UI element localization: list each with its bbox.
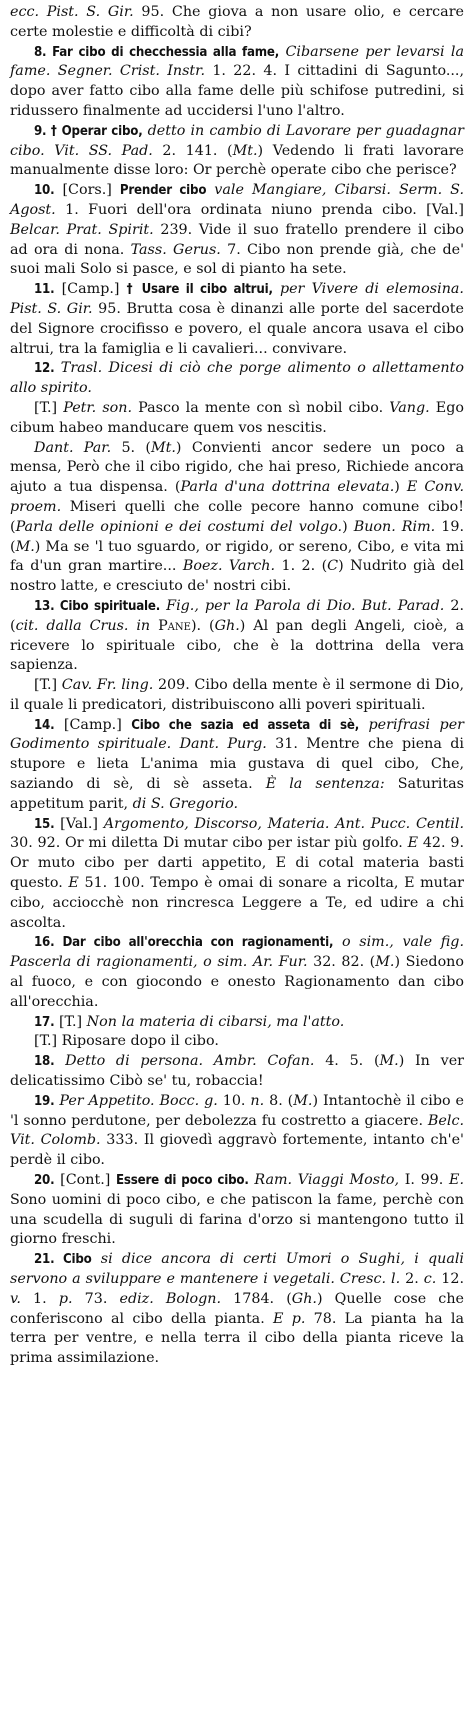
body-text: 7. Cibo non prende già, che de' suoi mali Solo si pasce, e sol di pianto ha sete. — [10, 241, 465, 278]
body-text: 73. — [72, 1290, 120, 1307]
italic-text: ecc. Pist. S. Gir. — [10, 4, 134, 20]
body-text: 5. ( — [111, 439, 151, 456]
italic-text: Argomento, Discorso, Materia. Ant. Pucc. Centil. — [103, 815, 464, 832]
italic-text: di S. Gregorio. — [132, 795, 239, 812]
dictionary-entry — [10, 815, 464, 934]
body-text: 1784. ( — [221, 1290, 292, 1307]
body-text: 30. 92. Or mi diletta Di mutar cibo per istar più golfo. — [10, 835, 408, 852]
dictionary-entry — [10, 181, 464, 280]
body-text: [T.] — [34, 677, 62, 694]
italic-text: Petr. son. — [63, 399, 133, 416]
body-text — [150, 618, 158, 634]
body-text: ) — [342, 518, 354, 535]
italic-text: per Vivere di elemosina. Pist. S. Gir. — [10, 281, 464, 317]
body-text: 1. — [20, 1290, 59, 1307]
italic-text: cit. dalla Crus. in — [15, 617, 151, 634]
body-text: [Cont.] — [54, 1172, 117, 1189]
dictionary-entry — [10, 716, 464, 815]
body-text: 2. 141. ( — [152, 142, 233, 159]
italic-text: E Conv. proem. — [10, 479, 465, 515]
entry-headword: Cibo che sazia ed asseta di sè, — [131, 717, 360, 733]
entry-headword: Prender cibo — [119, 183, 207, 199]
body-text: 4. 5. ( — [314, 1053, 380, 1070]
body-text: 78. La pianta ha la terra per ventre, e nella terra il cibo della pianta riceve la prima assimilazione. — [10, 1310, 464, 1367]
dictionary-entry — [10, 3, 464, 43]
italic-text: Belcar. Prat. Spirit. — [10, 221, 154, 238]
body-text: ). ( — [190, 617, 215, 634]
italic-text: E — [68, 875, 79, 892]
italic-text: M. — [375, 954, 395, 971]
italic-text: Mt. — [232, 142, 258, 159]
italic-text: Parla delle opinioni e dei costumi del volgo. — [15, 518, 343, 535]
dictionary-entry — [10, 399, 464, 439]
body-text: ) Nudrito già del nostro latte, e cresciuto de' nostri cibi. — [10, 558, 465, 595]
body-text: Pasco la mente con sì nobil cibo. — [132, 399, 390, 416]
entry-headword: 16. Dar cibo all'orecchia con ragionamenti, — [34, 935, 334, 951]
entry-headword: 18. — [34, 1054, 55, 1070]
dictionary-entry — [10, 359, 464, 399]
italic-text: Ram. Viaggi Mosto, — [248, 1172, 399, 1189]
dictionary-entry — [10, 280, 464, 359]
italic-text: E — [407, 835, 419, 852]
body-text: ) Intantochè il cibo e 'l sonno perdutone, per debolezza fu costretto a giacere. — [10, 1092, 465, 1129]
italic-text: M. — [15, 538, 35, 555]
italic-text: Fig., per la Parola di Dio. But. Parad. — [160, 597, 445, 614]
entry-headword: 15. — [34, 816, 55, 832]
italic-text: Dant. Par. — [34, 439, 112, 456]
body-text: I. 99. — [399, 1172, 450, 1189]
italic-text: Tass. Gerus. — [130, 241, 221, 258]
body-text: [Cors.] — [54, 182, 120, 199]
dictionary-entry — [10, 1092, 464, 1171]
body-text: 1. 22. 4. I cittadini di Sagunto..., dopo aver fatto cibo alla fame delle più schifose putredini, si ridussero finalmente ad uccidersi l'uno l'altro. — [10, 63, 465, 119]
dictionary-entry — [10, 1250, 464, 1369]
body-text: 8. ( — [264, 1092, 294, 1109]
body-text: 2. — [400, 1271, 424, 1287]
entry-headword: 17. — [34, 1014, 55, 1030]
italic-text: Per Appetito. Bocc. g. — [54, 1092, 218, 1109]
entry-headword: 9. † Operar cibo, — [34, 123, 143, 139]
body-text: [T.] — [54, 1013, 87, 1030]
italic-text: Parla d'una dottrina elevata. — [180, 479, 395, 496]
body-text: 95. Che giova a non usare olio, e cercare certe molestie e difficoltà di cibi? — [10, 4, 464, 40]
italic-text: C — [327, 558, 339, 575]
entry-headword: † Usare il cibo altrui, — [126, 282, 273, 298]
italic-text: È la sentenza: — [265, 776, 385, 793]
body-text: [T.] — [34, 399, 64, 416]
body-text: Sono uomini di poco cibo, e che patiscon la fame, perchè con una scudella di suguli di farina d'orzo si mantengono tutto il giorno freschi. — [10, 1191, 464, 1248]
dictionary-entry — [10, 122, 464, 181]
italic-text: ediz. Bologn. — [119, 1290, 222, 1307]
body-text: Pane — [158, 617, 191, 634]
body-text: Miseri quelli che colle pecore hanno comune cibo! ( — [10, 498, 464, 535]
entry-headword: 21. Cibo — [34, 1252, 92, 1268]
entry-headword: 14. — [34, 717, 55, 733]
dictionary-entry — [10, 1013, 464, 1033]
italic-text: p. — [58, 1290, 73, 1307]
italic-text: Non la materia di cibarsi, ma l'atto. — [86, 1013, 345, 1030]
italic-text: perifrasi per Godimento spirituale. Dant. Purg. — [10, 716, 465, 753]
entry-headword: 8. Far cibo di checchessia alla fame, — [34, 44, 280, 60]
body-text: [Camp.] — [54, 716, 132, 733]
italic-text: si dice ancora di certi Umori o Sughi, i quali servono a sviluppare e mantenere i vegetali. Cresc. l. — [10, 1251, 464, 1287]
italic-text: detto in cambio di Lavorare per guadagnar cibo. Vit. SS. Pad. — [10, 122, 464, 159]
italic-text: E. — [449, 1172, 464, 1189]
entry-headword: 12. — [34, 361, 55, 377]
body-text: 10. — [217, 1092, 251, 1109]
italic-text: v. — [10, 1290, 21, 1307]
body-text: 31. Mentre che piena di stupore e lieta L'anima mia gustava di quel cibo, Che, saziando di sè, di sè asseta. — [10, 736, 464, 793]
body-text: Ego cibum habeo manducare quem vos nescitis. — [10, 399, 464, 436]
dictionary-entry — [10, 597, 464, 676]
dictionary-entry — [10, 43, 464, 122]
body-text: 42. 9. Or muto cibo per darti appetito, E di cotal materia basti questo. — [10, 835, 465, 892]
body-text: 12. — [436, 1271, 464, 1287]
italic-text: Mt. — [150, 439, 176, 456]
dictionary-entry — [10, 676, 464, 716]
entry-headword: 11. — [34, 282, 55, 298]
body-text: ) Siedono al fuoco, e con giocondo e onesto Ragionamento dan cibo all'orecchia. — [10, 954, 464, 1010]
italic-text: vale Mangiare, Cibarsi. Serm. S. Agost. — [10, 182, 464, 218]
italic-text: Cav. Fr. ling. — [61, 677, 154, 694]
body-text: 1. 2. ( — [275, 558, 328, 575]
body-text: ) Quelle cose che conferiscono al cibo della pianta. — [10, 1290, 464, 1327]
entry-headword: Essere di poco cibo. — [116, 1173, 249, 1189]
body-text: 239. Vide il suo fratello prendere il cibo ad ora di nona. — [10, 221, 465, 258]
italic-text: Trasl. Dicesi di ciò che porge alimento o allettamento allo spirito. — [10, 360, 464, 397]
dictionary-entry — [10, 1171, 464, 1250]
italic-text: Belc. Vit. Colomb. — [10, 1112, 464, 1149]
body-text: 95. Brutta cosa è dinanzi alle porte del sacerdote del Signore crocifisso e povero, el quale ancora usava el cibo altrui, tra la famiglia e li cavalieri... convivare. — [10, 300, 464, 357]
body-text: 1. Fuori dell'ora ordinata niuno prenda cibo. [Val.] — [55, 201, 464, 218]
dictionary-entry — [10, 1032, 464, 1052]
body-text: ) Convienti ancor sedere un poco a mensa, Però che il cibo rigido, che hai preso, Richiede ancora ajuto a tua dispensa. ( — [10, 439, 465, 496]
body-text: ) — [394, 479, 407, 496]
entry-headword: 10. — [34, 183, 55, 199]
body-text: 51. 100. Tempo è omai di sonare a ricolta, E mutar cibo, acciocchè non rincresca Leggere a Te, ed udire a chi ascolta. — [10, 875, 464, 931]
body-text: ) Vedendo li frati lavorare manualmente disse loro: Or perchè operate cibo che perisce? — [10, 142, 464, 179]
italic-text: Vang. — [389, 399, 430, 416]
italic-text: Cibarsene per levarsi la fame. Segner. Crist. Instr. — [10, 43, 464, 80]
body-text: [Camp.] — [54, 281, 127, 298]
italic-text: M. — [379, 1053, 399, 1070]
body-text: 209. Cibo della mente è il sermone di Dio, il quale li predicatori, distribuiscono alli poveri spirituali. — [10, 677, 464, 713]
entry-headword: 20. — [34, 1173, 55, 1189]
body-text: ) Al pan degli Angeli, cioè, a ricevere lo spirituale cibo, che è la dottrina della vera sapienza. — [10, 617, 465, 674]
italic-text: Boez. Varch. — [182, 558, 276, 575]
body-text: [T.] Riposare dopo il cibo. — [34, 1033, 219, 1050]
italic-text: Detto di persona. Ambr. Cofan. — [54, 1053, 315, 1070]
italic-text: Gh. — [214, 617, 240, 634]
italic-text: Buon. Rim. — [353, 518, 436, 535]
body-text: 333. Il giovedì aggravò fortemente, intanto ch'e' perdè il cibo. — [10, 1132, 464, 1169]
dictionary-entry — [10, 1052, 464, 1092]
entry-headword: 13. Cibo spirituale. — [34, 598, 161, 614]
body-text: 32. 82. ( — [307, 954, 376, 971]
dictionary-entry — [10, 933, 464, 1012]
entry-headword: 19. — [34, 1093, 55, 1109]
italic-text: Gh. — [291, 1290, 317, 1307]
body-text: [Val.] — [54, 815, 104, 832]
dictionary-entry — [10, 439, 464, 597]
body-text: ) Ma se 'l tuo sguardo, or rigido, or sereno, Cibo, e vita mi fa d'un gran martire... — [10, 538, 464, 575]
italic-text: c. — [423, 1271, 437, 1287]
italic-text: o sim., vale fig. Pascerla di ragionamenti, o sim. Ar. Fur. — [10, 934, 464, 971]
body-text: Saturitas appetitum parit, — [10, 776, 464, 812]
italic-text: E p. — [273, 1310, 306, 1327]
body-text: 2. ( — [10, 597, 465, 634]
italic-text: M. — [293, 1092, 313, 1109]
body-text: ) In ver delicatissimo Cibò se' tu, robaccia! — [10, 1053, 464, 1090]
italic-text: n. — [250, 1092, 265, 1109]
body-text: 19. ( — [10, 518, 464, 555]
